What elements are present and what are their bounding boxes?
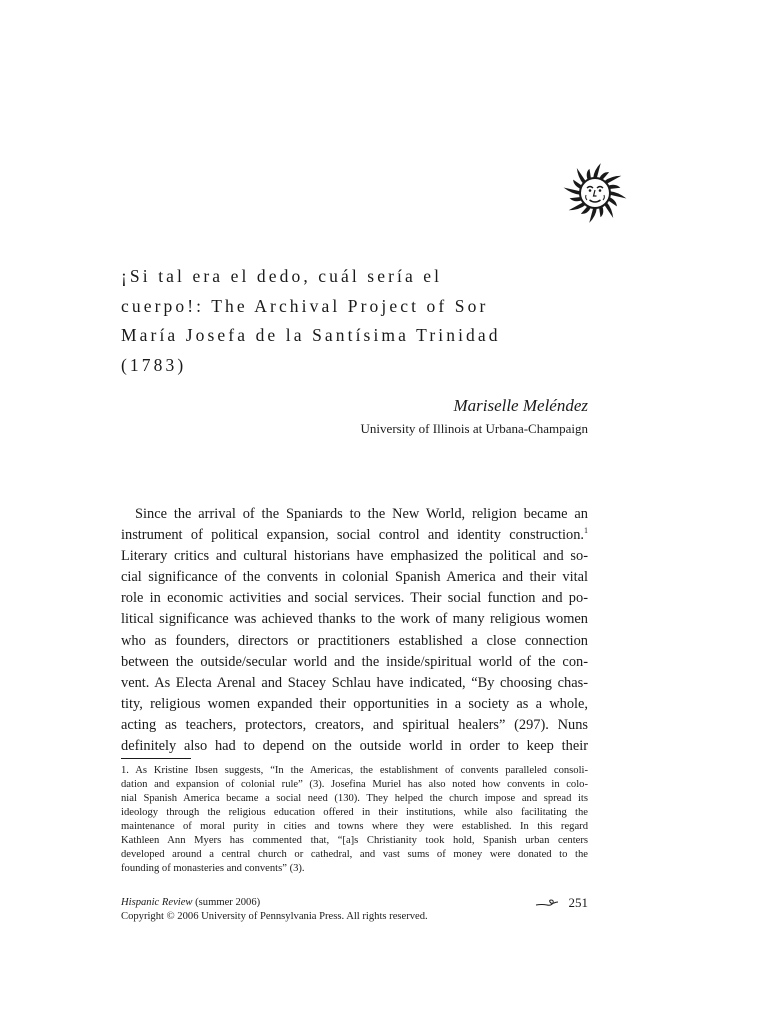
journal-issue: (summer 2006) xyxy=(192,897,261,908)
footnote-line: founding of monasteries and convents” (3). xyxy=(121,863,305,874)
body-line: who as founders, directors or practitioners established a close connection xyxy=(121,632,588,649)
footnote-line: 1. As Kristine Ibsen suggests, “In the Americas, the establishment of convents paralleled consoli- xyxy=(121,765,588,776)
body-line: role in economic activities and social services. Their social function and po- xyxy=(121,590,588,607)
sun-face-icon xyxy=(560,160,630,226)
footnote-line: dation and expansion of colonial rule” (3). Josefina Muriel has also noted how convents in colo- xyxy=(121,779,588,790)
sun-ray xyxy=(589,208,597,223)
sun-ray xyxy=(610,191,627,198)
body-line: tity, religious women expanded their opportunities in a society as a whole, xyxy=(121,695,588,712)
body-line: between the outside/secular world and the inside/spiritual world of the con- xyxy=(121,653,588,670)
footnote-line: nial Spanish America became a social need (130). They helped the church impose and spread its xyxy=(121,793,588,804)
body-line: litical significance was achieved thanks to the work of many religious women xyxy=(121,611,588,628)
title-line: María Josefa de la Santísima Trinidad xyxy=(121,325,501,345)
body-paragraph xyxy=(121,504,588,757)
flourish-icon xyxy=(535,898,559,908)
title-line: ¡Si tal era el dedo, cuál sería el xyxy=(121,266,443,286)
body-line: cial significance of the convents in colonial Spanish America and their vital xyxy=(121,569,588,586)
body-line: definitely also had to depend on the outside world in order to keep their xyxy=(121,738,588,755)
footnote-reference[interactable]: 1 xyxy=(584,526,588,536)
footnote-line: ideology through the religious education offered in their institutions, while also facilitating the xyxy=(121,807,588,818)
title-line: cuerpo!: The Archival Project of Sor xyxy=(121,295,489,316)
footnote-line: maintenance of moral purity in cities and towns where they were established. In this regard xyxy=(121,821,588,832)
body-line: acting as teachers, protectors, creators, and spiritual healers” (297). Nuns xyxy=(121,716,588,733)
sun-ray xyxy=(593,163,601,178)
body-line: Literary critics and cultural historians have emphasized the political and so- xyxy=(121,548,588,565)
copyright-notice: Copyright © 2006 University of Pennsylvania Press. All rights reserved. xyxy=(121,911,428,922)
body-line: Since the arrival of the Spaniards to the New World, religion became an xyxy=(135,506,588,522)
journal-name: Hispanic Review xyxy=(121,897,193,908)
title-line: (1783) xyxy=(121,354,187,375)
page-number-area xyxy=(535,895,589,911)
footnote-divider xyxy=(121,758,191,759)
journal-citation xyxy=(121,897,260,908)
page-number: 251 xyxy=(568,895,588,910)
body-line: instrument of political expansion, social control and identity construction.$^1$ xyxy=(121,526,588,544)
author-affiliation: University of Illinois at Urbana-Champaign xyxy=(360,421,588,436)
footnote-line: Kathleen Ann Myers has commented that, “[a]s Christianity took hold, Spanish urban centers xyxy=(121,835,588,846)
footnote-line: developed around a central church or cathedral, and vast sums of money were donated to the xyxy=(121,849,588,860)
body-line: vent. As Electa Arenal and Stacey Schlau have indicated, “By choosing chas- xyxy=(121,674,588,691)
footnotes xyxy=(121,764,588,876)
author-name: Mariselle Meléndez xyxy=(453,396,588,415)
sun-ray xyxy=(564,188,581,195)
article-title xyxy=(121,262,591,380)
